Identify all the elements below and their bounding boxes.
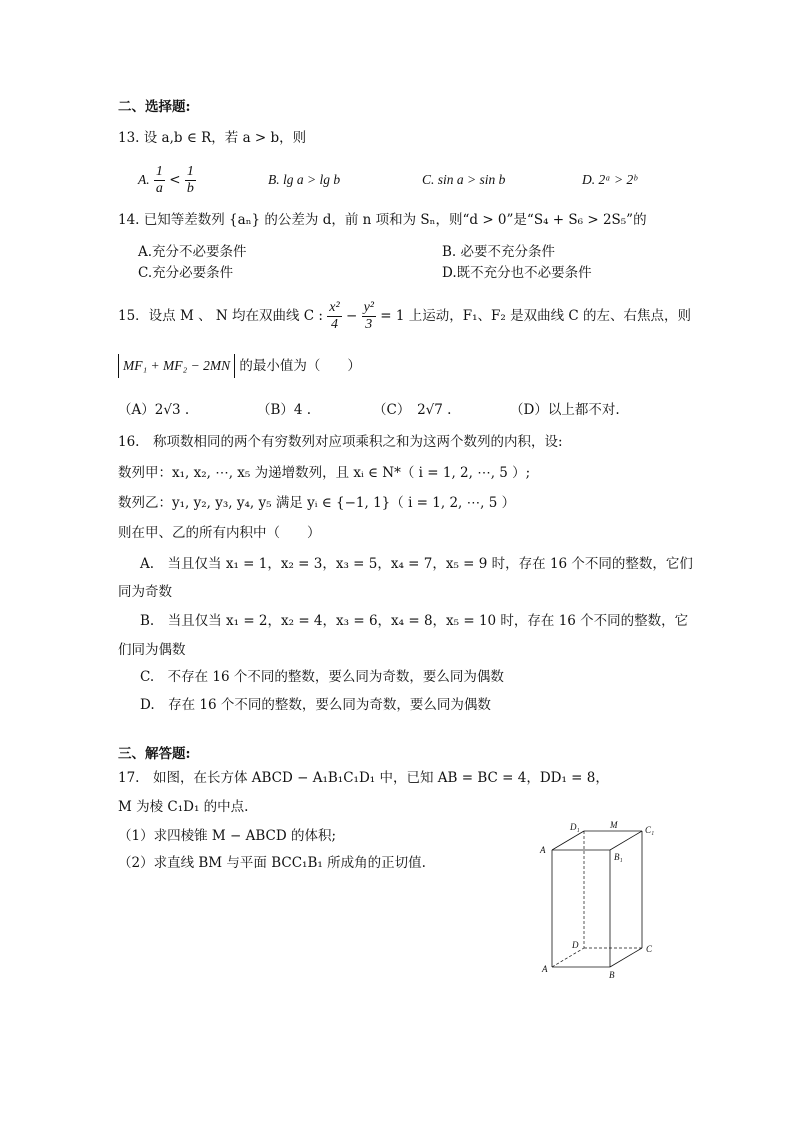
q13-option-a-lt: <	[169, 172, 181, 188]
q15-frac-x: $\frac{\text{x²}}{4}$	[329, 300, 340, 332]
q14-stem: 14. 已知等差数列 {aₙ} 的公差为 d，前 n 项和为 Sₙ，则“d > 0”是“S₄ + S₆ > 2S₅”的	[118, 212, 647, 228]
label-b1: B₁	[614, 852, 623, 862]
edge-a1-d1	[552, 831, 584, 850]
q13-stem: 13. 设 a,b ∈ R，若 a > b，则	[118, 130, 307, 146]
q13-option-a	[138, 162, 196, 198]
label-a: A	[542, 964, 548, 974]
q13-option-b: B. lg a > lg b	[268, 172, 341, 187]
q15-option-d: （D）以上都不对.	[510, 402, 620, 418]
cuboid-figure	[530, 815, 670, 985]
q16-question: 则在甲、乙的所有内积中（ ）	[118, 525, 321, 541]
q16-option-a-line2: 同为奇数	[118, 584, 172, 600]
q15-option-c: （C） 2√7 .	[373, 402, 452, 418]
edge-b1-c1	[610, 831, 642, 850]
q13-option-d: D. 2ᵃ > 2ᵇ	[582, 172, 637, 187]
q16-option-c: C. 不存在 16 个不同的整数，要么同为奇数，要么同为偶数	[140, 669, 504, 685]
label-m: M	[610, 820, 618, 830]
q15-frac-y: $\frac{\text{y²}}{3}$	[363, 300, 374, 332]
q14-option-b: B. 必要不充分条件	[442, 244, 556, 260]
q15-minus: −	[345, 308, 358, 324]
q15-expression-suffix: 的最小值为（ ）	[239, 358, 361, 374]
label-d1: D₁	[570, 822, 580, 832]
label-c: C	[646, 944, 653, 954]
label-a1: A	[540, 845, 546, 855]
q13-option-a-frac1: $\frac{1}{a}$	[155, 164, 163, 196]
q16-option-b-line2: 们同为偶数	[118, 642, 186, 658]
q17-line1: 17. 如图，在长方体 ABCD − A₁B₁C₁D₁ 中，已知 AB = BC = 4，DD₁ = 8，	[118, 770, 609, 786]
q13-option-c: C. sin a > sin b	[422, 172, 506, 187]
q16-option-b-line1: B. 当且仅当 x₁ = 2，x₂ = 4，x₃ = 6，x₄ = 8，x₅ = 10 时，存在 16 个不同的整数，它	[140, 613, 689, 629]
label-b: B	[609, 970, 615, 980]
q17-line2: M 为棱 C₁D₁ 的中点.	[118, 799, 249, 815]
q16-option-d: D. 存在 16 个不同的整数，要么同为奇数，要么同为偶数	[140, 697, 491, 713]
q15-option-a: （A）2√3 .	[118, 402, 190, 418]
q16-sequence-a: 数列甲：x₁, x₂, ⋯, x₅ 为递增数列，且 xᵢ ∈ N*（ i = 1, 2, ⋯, 5 ）;	[118, 465, 531, 481]
q14-option-a: A.充分不必要条件	[138, 244, 247, 260]
q14-option-d: D.既不充分也不必要条件	[442, 265, 592, 281]
q15-stem-post: = 1 上运动，F₁、F₂ 是双曲线 C 的左、右焦点，则	[380, 308, 692, 324]
label-c1: C₁	[645, 825, 655, 835]
edge-b-c	[610, 948, 642, 967]
q16-option-a-line1: A. 当且仅当 x₁ = 1，x₂ = 3，x₃ = 5，x₄ = 7，x₅ = 9 时，存在 16 个不同的整数，它们	[140, 556, 693, 572]
q15-stem-pre: 15．设点 M 、 N 均在双曲线 C :	[118, 308, 323, 324]
q13-option-a-frac2: $\frac{1}{b}$	[186, 164, 194, 196]
q15-option-b: （B）4 .	[257, 402, 312, 418]
label-d: D	[572, 940, 579, 950]
q17-part1: （1）求四棱锥 M − ABCD 的体积;	[118, 828, 337, 844]
q15-expression-line	[118, 354, 361, 378]
q16-sequence-b: 数列乙：y₁, y₂, y₃, y₄, y₅ 满足 yᵢ ∈ {−1, 1}（ i = 1, 2, ⋯, 5 ）	[118, 495, 516, 511]
q15-stem	[118, 298, 691, 334]
section-title-choice: 二、选择题:	[118, 99, 191, 115]
section-title-answer: 三、解答题:	[118, 746, 191, 762]
q17-part2: （2）求直线 BM 与平面 BCC₁B₁ 所成角的正切值.	[118, 855, 426, 871]
q13-option-a-prefix: A.	[138, 172, 150, 187]
q14-option-c: C.充分必要条件	[138, 265, 234, 281]
q16-stem: 16. 称项数相同的两个有穷数列对应项乘积之和为这两个数列的内积，设:	[118, 434, 563, 450]
edge-a-d-hidden	[552, 948, 584, 967]
q15-vector-expression: MF₁ + MF₂ − 2MN	[118, 354, 235, 378]
